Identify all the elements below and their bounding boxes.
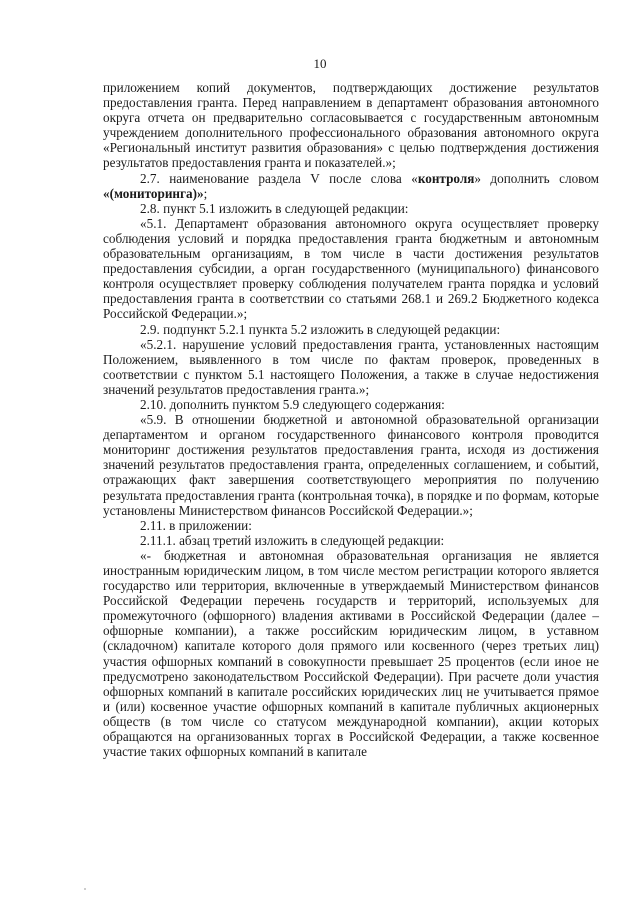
bold-text: контроля xyxy=(417,170,475,186)
paragraph xyxy=(103,518,599,533)
paragraph xyxy=(103,533,599,548)
scan-speck xyxy=(84,888,86,890)
text-run: 2.11.1. абзац третий изложить в следующей редакции: xyxy=(140,532,445,548)
paragraph xyxy=(103,171,599,201)
text-run: 2.7. наименование раздела V после слова « xyxy=(140,170,418,186)
text-run: 2.10. дополнить пунктом 5.9 следующего содержания: xyxy=(140,396,445,412)
paragraph xyxy=(103,548,599,759)
text-run: приложением копий документов, подтверждающих достижение результатов предоставления гранта. Перед направлением в департамент образования автономного округа отчета он предварительно согласовывается с государственным автономным учреждением дополнительного профессионального образования автономного округа «Региональный институт развития образования» с целью подтверждения достижения результатов предоставления гранта и показателей.»; xyxy=(103,80,599,171)
text-run: 2.9. подпункт 5.2.1 пункта 5.2 изложить в следующей редакции: xyxy=(140,321,501,337)
text-run: «- бюджетная и автономная образовательная организация не является иностранным юридическим лицом, в том числе местом регистрации которого является государство или территория, включенные в утверждаемый Министерством финансов Российской Федерации перечень государств и территорий, используемых для промежуточного (офшорного) владения активами в Российской Федерации (далее – офшорные компании), а также российским юридическим лицом, в уставном (складочном) капитале которого доля прямого или косвенного (через третьих лиц) участия офшорных компаний в совокупности превышает 25 процентов (если иное не предусмотрено законодательством Российской Федерации). При расчете доли участия офшорных компаний в капитале российских юридических лиц не учитывается прямое и (или) косвенное участие офшорных компаний в капитале публичных акционерных обществ (в том числе со статусом международной компании), акции которых обращаются на организованных торгах в Российской Федерации, а также косвенное участие таких офшорных компаний в капитале xyxy=(103,547,599,760)
paragraph xyxy=(103,201,599,216)
paragraph xyxy=(103,397,599,412)
text-run: «5.2.1. нарушение условий предоставления гранта, установленных настоящим Положением, выявленного в том числе по фактам проверок, проведенных в соответствии с пунктом 5.1 настоящего Положения, а также в случае недостижения значений результатов предоставления гранта.»; xyxy=(103,336,599,397)
paragraph xyxy=(103,412,599,518)
text-run: » дополнить словом xyxy=(474,170,600,186)
page-number: 10 xyxy=(313,56,327,71)
bold-text: «(мониторинга)» xyxy=(103,185,204,201)
paragraph xyxy=(103,216,599,322)
paragraph xyxy=(103,80,599,171)
text-run: 2.11. в приложении: xyxy=(140,517,252,533)
paragraph xyxy=(103,337,599,397)
text-run: ; xyxy=(203,185,208,201)
text-run: «5.9. В отношении бюджетной и автономной образовательной организации департаментом и органом государственного финансового контроля проводится мониторинг достижения результатов предоставления гранта, исходя из достижения значений результатов предоставления гранта, определенных соглашением, и событий, отражающих факт завершения соответствующего мероприятия по получению результата предоставления гранта (контрольная точка), в порядке и по формам, которые установлены Министерством финансов Российской Федерации.»; xyxy=(103,412,599,518)
text-run: 2.8. пункт 5.1 изложить в следующей редакции: xyxy=(140,200,409,216)
paragraph xyxy=(103,322,599,337)
text-run: «5.1. Департамент образования автономного округа осуществляет проверку соблюдения условий и порядка предоставления гранта бюджетным и автономным образовательным организациям, в том числе в части достижения результатов предоставления субсидии, а орган государственного (муниципального) финансового контроля осуществляет проверку соблюдения получателем гранта порядка и условий предоставления гранта в соответствии со статьями 268.1 и 269.2 Бюджетного кодекса Российской Федерации.»; xyxy=(103,215,599,322)
document-body xyxy=(103,80,599,759)
